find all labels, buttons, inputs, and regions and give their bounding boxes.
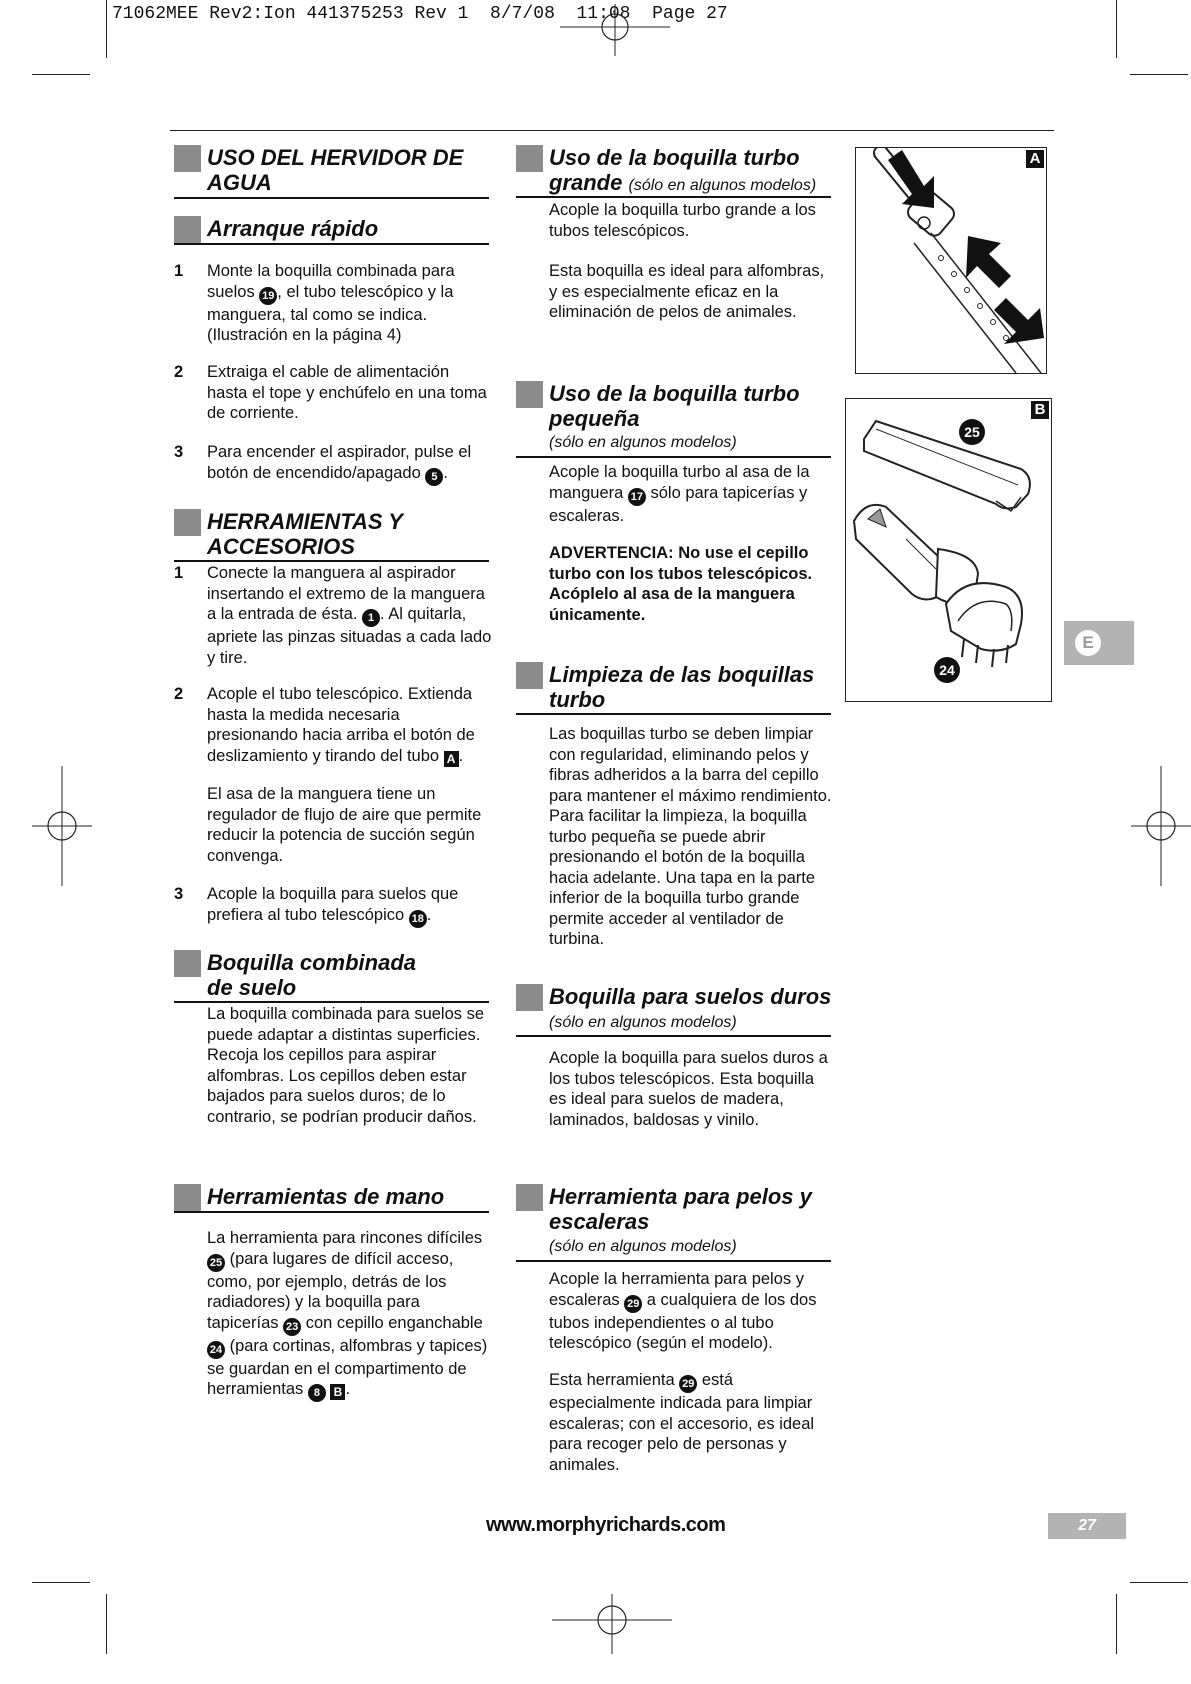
section-heading-turbo-grande [516, 145, 831, 201]
registration-mark-top [560, 4, 670, 56]
section-text: Acople la boquilla turbo al asa de la manguera 17 sólo para tapicerías y escaleras. [549, 463, 810, 525]
section-heading-herramientas-mano [174, 1184, 489, 1214]
heading-title: Limpieza de las boquillas turbo [549, 662, 815, 712]
heading-underline [174, 560, 489, 562]
heading-note: (sólo en algunos modelos) [628, 177, 817, 194]
heading-underline [174, 197, 489, 199]
section-heading-turbo-pequena [516, 381, 831, 459]
heading-square [174, 216, 201, 243]
section-text: La herramienta para rincones difíciles 25 (para lugares de difícil acceso, como, por ejemplo, detrás de los radiadores) y la boquilla para tapicerías 23 con cepillo enganchable 24 (para cortinas, alfombras y tapices) se guardan en el compartimento de herramientas 8 B . [207, 1228, 492, 1402]
registration-mark-left [32, 766, 92, 886]
section-heading-arranque [174, 216, 489, 246]
heading-title: HERRAMIENTAS Y ACCESORIOS [207, 509, 403, 559]
heading-square [516, 1184, 543, 1211]
figure-b-label: B [1031, 401, 1049, 419]
step-text: Acople la boquilla para suelos que prefiera al tubo telescópico 18 . [207, 884, 492, 928]
step-number: 3 [174, 885, 184, 903]
heading-title: USO DEL HERVIDOR DE AGUA [207, 145, 464, 195]
step-number: 3 [174, 443, 184, 461]
figure-ref-badge: B [330, 1384, 345, 1400]
crop-mark [106, 0, 107, 58]
heading-underline [516, 456, 831, 458]
step-number: 2 [174, 685, 184, 703]
heading-underline [516, 1035, 831, 1037]
section-text: Las boquillas turbo se deben limpiar con regularidad, eliminando pelos y fibras adheridos a la barra del cepillo para mantener el máximo rendimiento. Para facilitar la limpieza, la boquilla turbo pequeña se puede abrir presionando el botón de la boquilla hacia adelante. Una tapa en la parte inferior de la boquilla turbo grande permite acceder al ventilador de turbina. [549, 725, 832, 948]
callout-badge: 24 [934, 657, 960, 683]
top-rule [170, 130, 1054, 131]
section-text: Esta herramienta 29 está especialmente indicada para limpiar escaleras; con el accesorio, es ideal para recoger pelo de personas y animales. [549, 1371, 815, 1474]
section-heading-limpieza [516, 662, 831, 718]
crop-mark [106, 1594, 107, 1654]
callout-badge: 25 [207, 1254, 225, 1272]
section-heading-boquilla-combinada [174, 950, 489, 1006]
printer-slug: 71062MEE Rev2:Ion 441375253 Rev 1 8/7/08 11:08 Page 27 [112, 4, 728, 24]
heading-note: (sólo en algunos modelos) [549, 434, 737, 451]
figure-ref-badge: A [444, 751, 459, 767]
heading-underline [516, 1260, 831, 1262]
callout-badge: 19 [259, 287, 277, 305]
footer-url: www.morphyrichards.com [486, 1514, 726, 1536]
step-text: El asa de la manguera tiene un regulador de flujo de aire que permite reducir la potencia de succión según convenga. [207, 785, 482, 865]
section-heading-uso [174, 145, 489, 201]
registration-mark-bottom [552, 1594, 672, 1654]
heading-title: Herramienta para pelos y escaleras [549, 1184, 812, 1234]
section-heading-suelos-duros [516, 984, 831, 1038]
step-text: Conecte la manguera al aspirador insertando el extremo de la manguera a la entrada de ésta. 1 . Al quitarla, apriete las pinzas situadas a cada lado y tire. [207, 564, 492, 667]
heading-square [174, 950, 201, 977]
callout-badge: 8 [308, 1384, 326, 1402]
heading-square [174, 145, 201, 172]
telescopic-tube-illustration [856, 148, 1046, 373]
figure-b [845, 398, 1052, 702]
heading-underline [174, 1211, 489, 1213]
section-text: La boquilla combinada para suelos se puede adaptar a distintas superficies. Recoja los cepillos para aspirar alfombras. Los cepillos deben estar bajados para suelos duros; de lo contrario, se podrían producir daños. [207, 1005, 485, 1126]
warning-text: ADVERTENCIA: No use el cepillo turbo con los tubos telescópicos. Acóplelo al asa de la manguera únicamente. [549, 544, 813, 624]
callout-badge: 5 [425, 468, 443, 486]
step-text: Para encender el aspirador, pulse el botón de encendido/apagado 5 . [207, 442, 492, 486]
crop-mark [1130, 74, 1188, 75]
step-text: Monte la boquilla combinada para suelos 19 , el tubo telescópico y la manguera, tal como se indica. (Ilustración en la página 4) [207, 262, 455, 344]
section-heading-pelos-escaleras [516, 1184, 831, 1262]
heading-title: Boquilla para suelos duros [549, 984, 832, 1009]
crop-mark [32, 74, 90, 75]
crop-mark [1116, 0, 1117, 58]
section-text: Acople la herramienta para pelos y escaleras 29 a cualquiera de los dos tubos independientes o al tubo telescópico (según el modelo). [549, 1270, 817, 1352]
callout-badge: 24 [207, 1341, 225, 1359]
step-number: 1 [174, 564, 184, 582]
heading-square [516, 662, 543, 689]
crop-mark [32, 1582, 90, 1583]
callout-badge: 17 [628, 488, 646, 506]
heading-underline [174, 1001, 489, 1003]
callout-badge: 23 [283, 1318, 301, 1336]
heading-title: Uso de la boquilla turbo pequeña [549, 381, 800, 431]
heading-title: Uso de la boquilla turbo grande [549, 145, 800, 195]
callout-badge: 1 [362, 609, 380, 627]
heading-underline [516, 713, 831, 715]
callout-badge: 29 [679, 1375, 697, 1393]
heading-title: Boquilla combinada de suelo [207, 950, 417, 1000]
heading-square [174, 509, 201, 536]
heading-underline [516, 196, 831, 198]
registration-mark-right [1131, 766, 1191, 886]
figure-a-label: A [1026, 150, 1044, 168]
page-number: 27 [1048, 1513, 1126, 1539]
crop-mark [1116, 1594, 1117, 1654]
crop-mark [1130, 1582, 1188, 1583]
callout-badge: 29 [624, 1295, 642, 1313]
step-text: Acople el tubo telescópico. Extienda hasta la medida necesaria presionando hacia arriba el botón de deslizamiento y tirando del tubo A . [207, 685, 475, 766]
language-tab [1064, 621, 1134, 665]
heading-title: Herramientas de mano [207, 1184, 445, 1209]
heading-note: (sólo en algunos modelos) [549, 1238, 737, 1255]
hand-tools-illustration [846, 399, 1051, 701]
heading-square [174, 1184, 201, 1211]
heading-title: Arranque rápido [207, 216, 379, 241]
section-text: Acople la boquilla para suelos duros a los tubos telescópicos. Esta boquilla es ideal para suelos de madera, laminados, baldosas y vinilo. [549, 1049, 828, 1129]
callout-badge: 25 [959, 419, 985, 445]
step-text: Extraiga el cable de alimentación hasta el tope y enchúfelo en una toma de corriente. [207, 363, 487, 422]
heading-square [516, 381, 543, 408]
callout-badge: 18 [409, 910, 427, 928]
section-heading-herramientas [174, 509, 489, 565]
section-text: Esta boquilla es ideal para alfombras, y es especialmente eficaz en la eliminación de pelos de animales. [549, 262, 825, 321]
figure-a [855, 147, 1047, 374]
heading-note: (sólo en algunos modelos) [549, 1014, 737, 1031]
step-number: 1 [174, 262, 184, 280]
language-tab-letter: E [1075, 630, 1101, 656]
section-text: Acople la boquilla turbo grande a los tubos telescópicos. [549, 201, 816, 240]
heading-underline [174, 243, 489, 245]
step-number: 2 [174, 363, 184, 381]
heading-square [516, 145, 543, 172]
heading-square [516, 984, 543, 1011]
